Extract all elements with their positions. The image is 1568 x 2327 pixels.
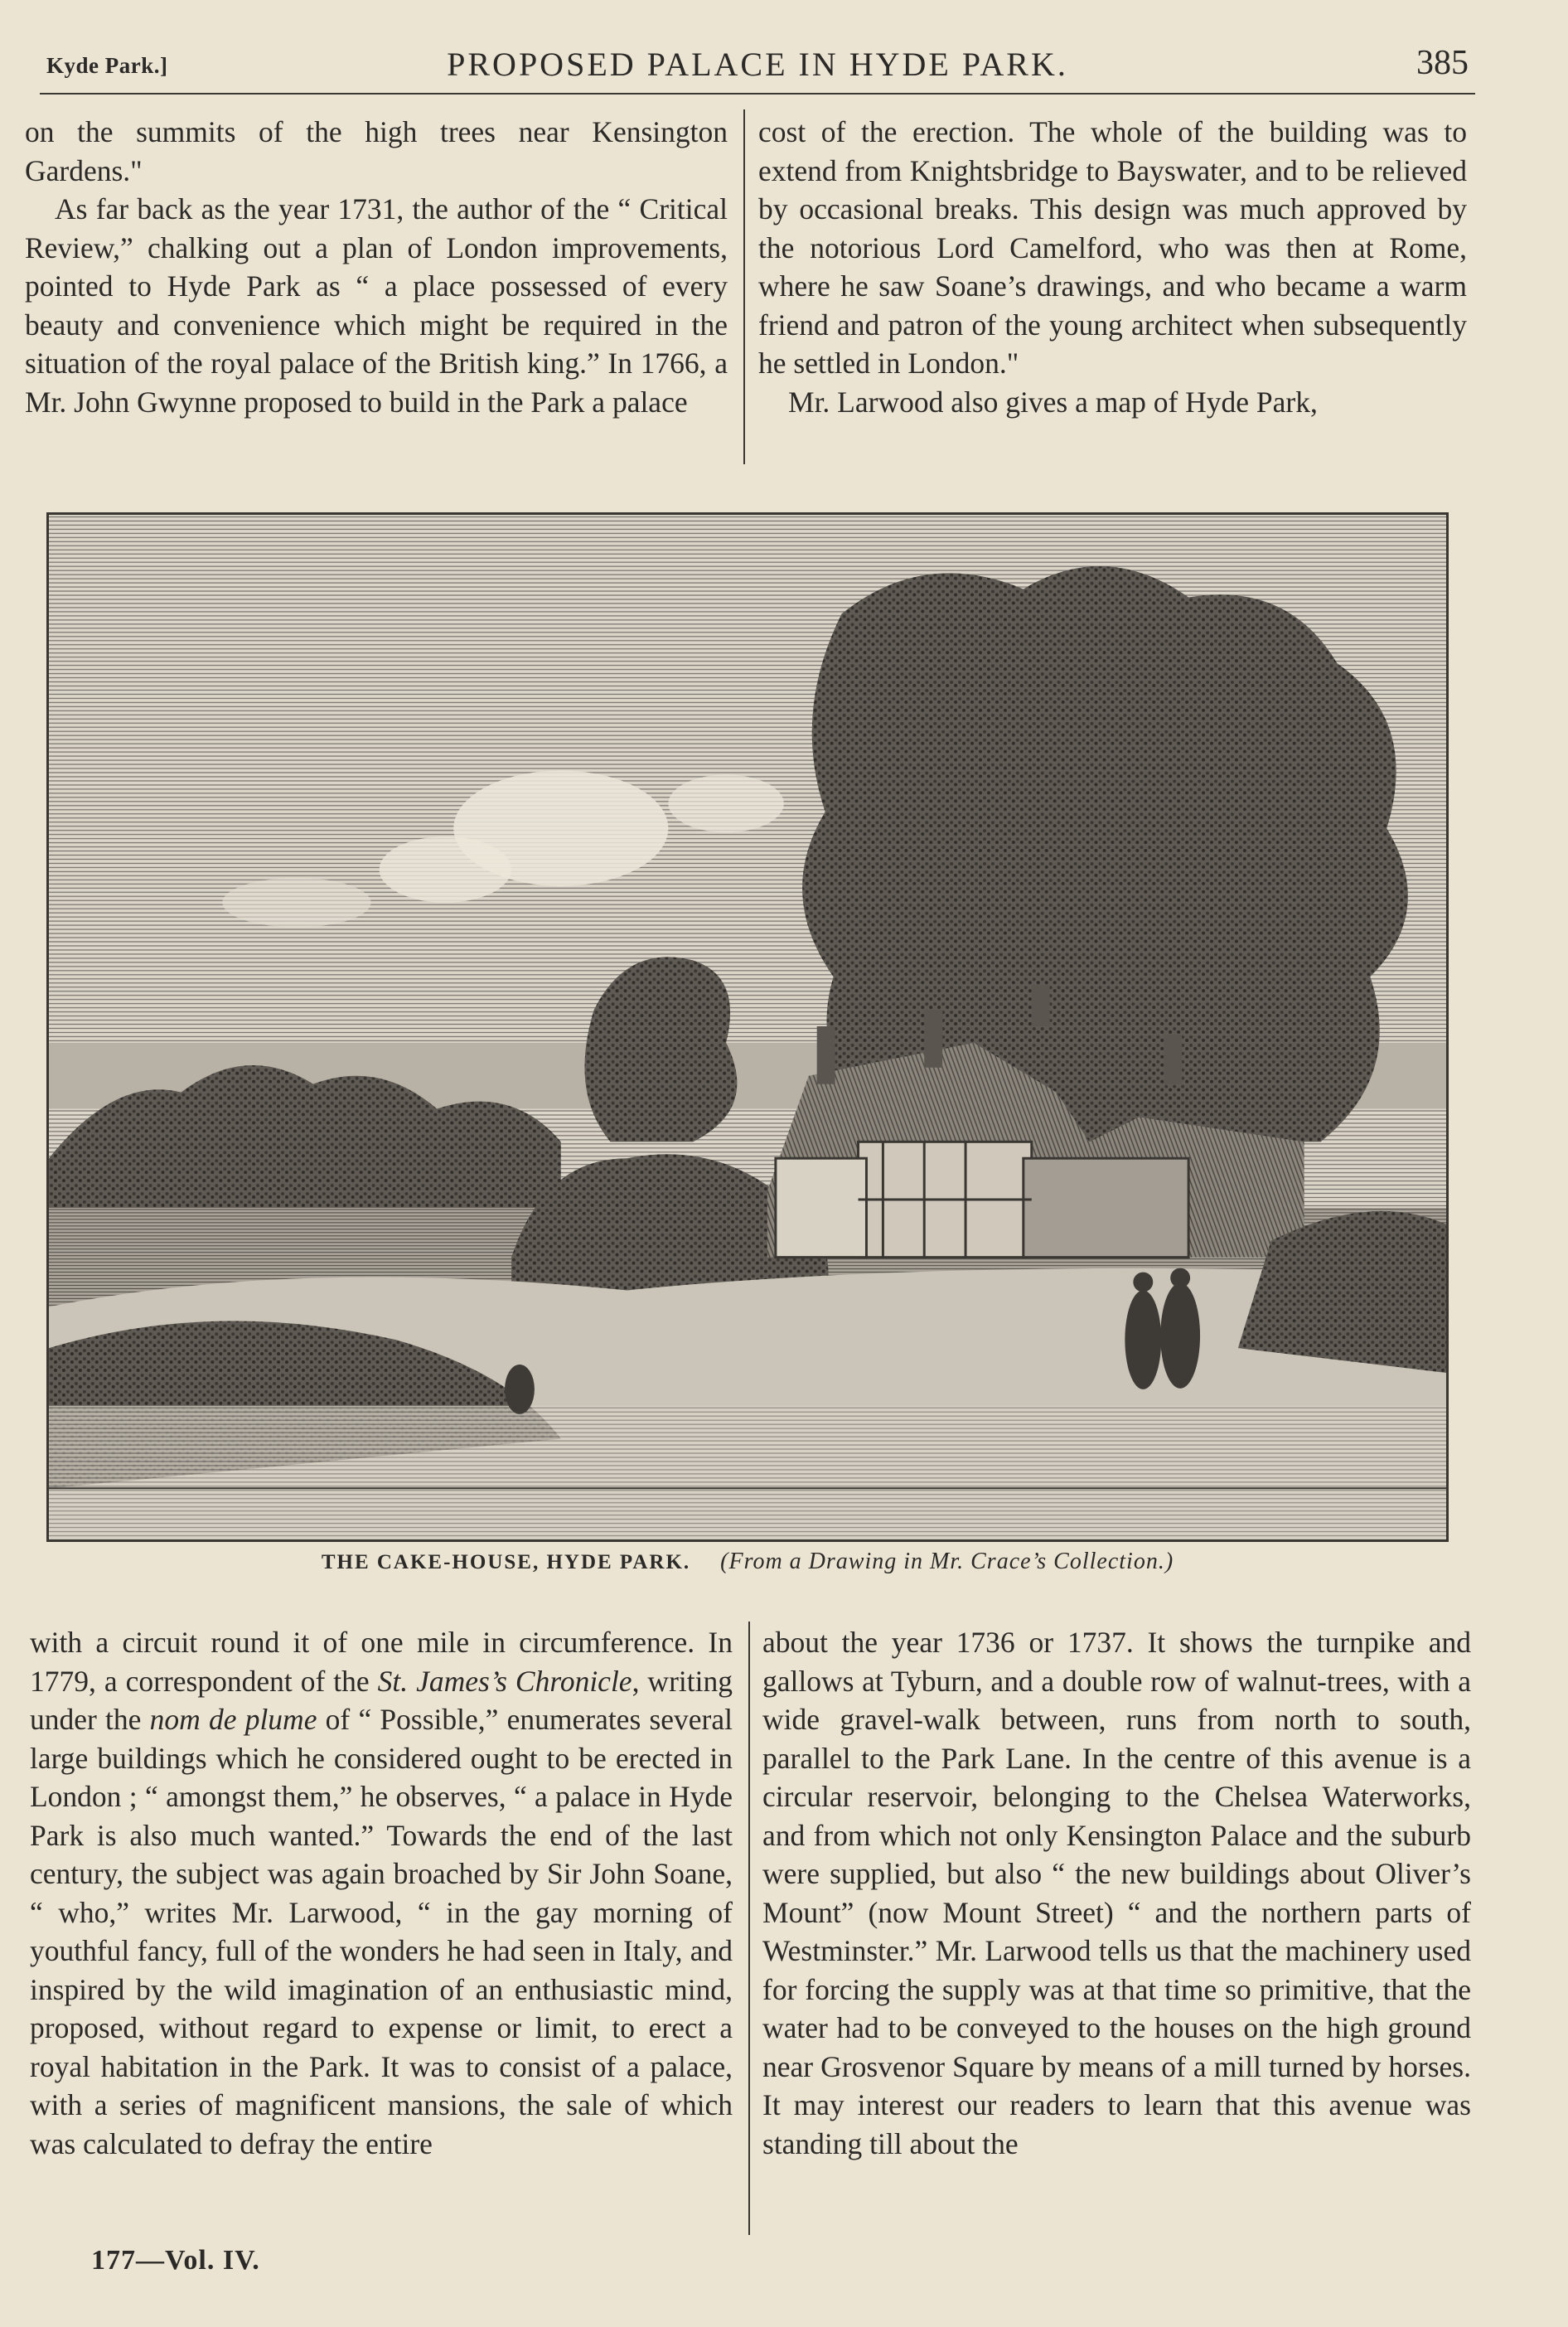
- text-run: , writing under the: [30, 1664, 733, 1736]
- engraving-illustration: [46, 512, 1449, 1542]
- running-header: [40, 41, 1475, 95]
- paragraph: [30, 1623, 733, 2163]
- text-run: with a circuit round it of one mile in circumference. In 1779, a correspondent of the: [30, 1626, 733, 1698]
- column-divider: [748, 1622, 750, 2235]
- bottom-right-column: [762, 1623, 1471, 2243]
- bottom-left-column: [30, 1623, 733, 2243]
- paragraph: cost of the erection. The whole of the building was to extend from Knightsbridge to Bayswater, and to be relieved by occasional breaks. This design was much approved by the notorious Lord Camelford, who was then at Rome, where he saw Soane’s drawings, and who became a warm friend and patron of the young architect when subsequently he settled in London.": [758, 115, 1467, 380]
- top-left-column: [25, 113, 728, 468]
- section-label: Kyde Park.]: [46, 53, 168, 78]
- italic-phrase: nom de plume: [149, 1703, 317, 1736]
- column-divider: [743, 109, 745, 464]
- caption-title: THE CAKE-HOUSE, HYDE PARK.: [321, 1551, 691, 1573]
- signature-mark: 177—Vol. IV.: [91, 2245, 260, 2276]
- paragraph: on the summits of the high trees near Kensington Gardens.": [25, 115, 728, 187]
- paragraph: Mr. Larwood also gives a map of Hyde Park,: [788, 385, 1318, 419]
- page-title: PROPOSED PALACE IN HYDE PARK.: [447, 46, 1068, 83]
- text-run: of “ Possible,” enumerates several large buildings which he considered ought to be erected in London ; “ amongst them,” he observes, “ a palace in Hyde Park is also much wanted.” Towards the end of the last century, the subject was again broached by Sir John Soane, “ who,” writes Mr. Larwood, “ in the gay morning of youthful fancy, full of the wonders he had seen in Italy, and inspired by the wild imagination of an enthusiastic mind, proposed, without regard to expense or limit, to erect a royal habitation in the Park. It was to consist of a palace, with a series of magnificent mansions, the sale of which was calculated to defray the entire: [30, 1703, 733, 2160]
- paragraph: about the year 1736 or 1737. It shows the turnpike and gallows at Tyburn, and a double row of walnut-trees, with a wide gravel-walk between, runs from north to south, parallel to the Park Lane. In the centre of this avenue is a circular reservoir, belonging to the Chelsea Waterworks, and from which not only Kensington Palace and the suburb were supplied, but also “ the new buildings about Oliver’s Mount” (now Mount Street) “ and the northern parts of Westminster.” Mr. Larwood tells us that the machinery used for forcing the supply was at that time so primitive, that the water had to be conveyed to the houses on the high ground near Grosvenor Square by means of a mill turned by horses. It may interest our readers to learn that this avenue was standing till about the: [762, 1626, 1471, 2160]
- caption-source: (From a Drawing in Mr. Crace’s Collection.): [720, 1549, 1174, 1574]
- italic-title: St. James’s Chronicle: [377, 1664, 632, 1698]
- paragraph: As far back as the year 1731, the author of the “ Critical Review,” chalking out a plan of London improvements, pointed to Hyde Park as “ a place possessed of every beauty and convenience which might be required in the situation of the royal palace of the British king.” In 1766, a Mr. John Gwynne proposed to build in the Park a palace: [25, 192, 728, 419]
- top-right-column: [758, 113, 1467, 468]
- figure-caption: [46, 1549, 1449, 1575]
- page-number: 385: [1416, 44, 1469, 82]
